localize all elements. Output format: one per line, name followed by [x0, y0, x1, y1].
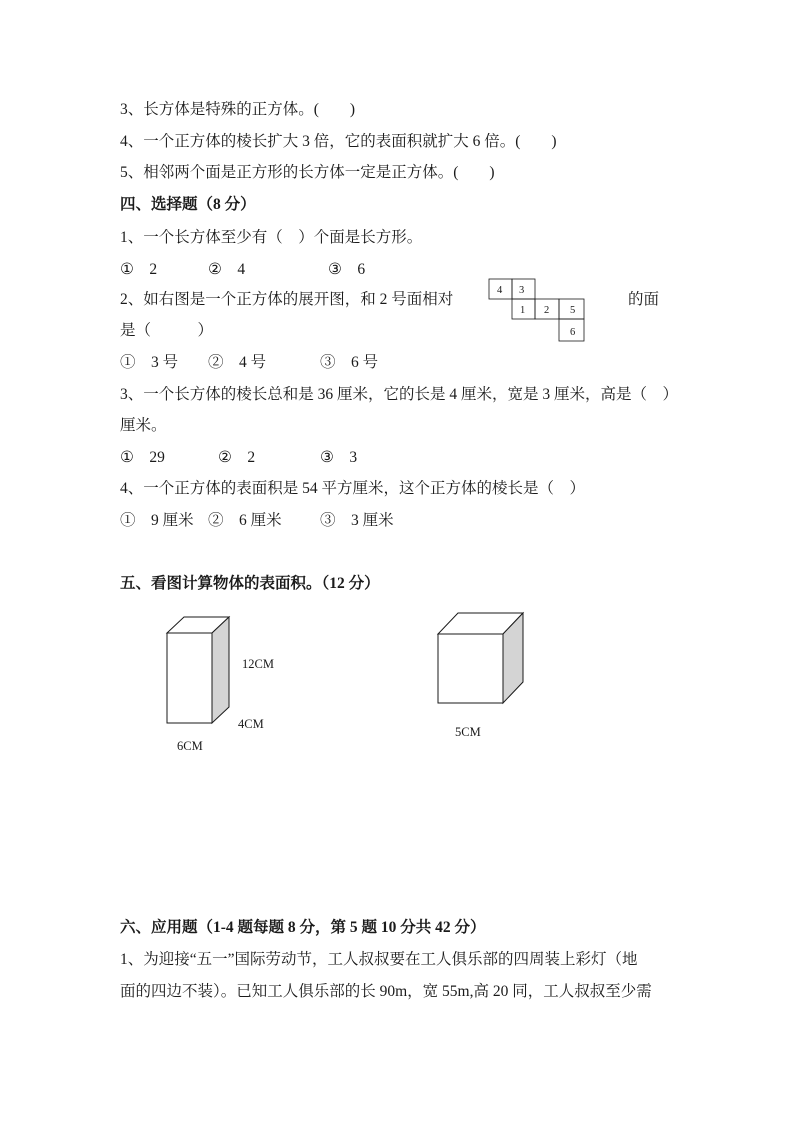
app-q1-line-b: 面的四边不装）。已知工人俱乐部的长 90m，宽 55m,高 20 同，工人叔叔至少需: [120, 983, 652, 1000]
option: ③ 3 厘米: [320, 512, 394, 529]
option: ① 3 号: [120, 354, 179, 371]
choice-q1: 1、一个长方体至少有（ ）个面是长方形。: [120, 229, 423, 246]
option: ③ 6: [328, 261, 366, 278]
net-label: 2: [544, 305, 550, 316]
option: ② 4 号: [208, 354, 267, 371]
choice-q3-line-a: 3、一个长方体的棱长总和是 36 厘米，它的长是 4 厘米，宽是 3 厘米，高是（ ）: [120, 386, 679, 403]
option: ① 2: [120, 261, 158, 278]
choice-q4: 4、一个正方体的表面积是 54 平方厘米，这个正方体的棱长是（ ）: [120, 480, 586, 497]
net-label: 4: [497, 285, 503, 296]
section-4-title: 四、选择题（8 分）: [120, 196, 256, 213]
cube-edge-label: 5CM: [455, 725, 481, 739]
cuboid-height-label: 12CM: [242, 657, 274, 671]
cuboid-side-face: [212, 617, 229, 723]
cube-front-face: [438, 634, 503, 703]
judge-item-5: 5、相邻两个面是正方形的长方体一定是正方体。( ): [120, 164, 495, 181]
choice-q3-line-b: 厘米。: [120, 417, 167, 434]
option: ① 29: [120, 449, 165, 466]
option: ③ 6 号: [320, 354, 379, 371]
cube-figure: [438, 613, 523, 703]
cuboid-figure: [167, 617, 229, 723]
net-label: 3: [519, 285, 525, 296]
choice-q2-line-c: 是（ ）: [120, 322, 214, 339]
app-q1-line-a: 1、为迎接“五一”国际劳动节，工人叔叔要在工人俱乐部的四周装上彩灯（地: [120, 951, 638, 968]
judge-item-3: 3、长方体是特殊的正方体。( ): [120, 101, 356, 118]
choice-q2-line-a: 2、如右图是一个正方体的展开图，和 2 号面相对: [120, 291, 454, 308]
option: ① 9 厘米: [120, 512, 194, 529]
judge-item-4: 4、一个正方体的棱长扩大 3 倍，它的表面积就扩大 6 倍。( ): [120, 133, 557, 150]
option: ③ 3: [320, 449, 358, 466]
cuboid-width-label: 4CM: [238, 717, 264, 731]
option: ② 2: [218, 449, 256, 466]
choice-q2-line-b: 的面: [628, 291, 660, 308]
option: ② 6 厘米: [208, 512, 282, 529]
net-label: 1: [520, 305, 526, 316]
cuboid-front-face: [167, 633, 212, 723]
net-label: 6: [570, 327, 576, 338]
option: ② 4: [208, 261, 246, 278]
section-6-title: 六、应用题（1-4 题每题 8 分，第 5 题 10 分共 42 分）: [120, 919, 486, 936]
section-5-title: 五、看图计算物体的表面积。（12 分）: [120, 575, 380, 592]
net-label: 5: [570, 305, 576, 316]
cuboid-length-label: 6CM: [177, 739, 203, 753]
